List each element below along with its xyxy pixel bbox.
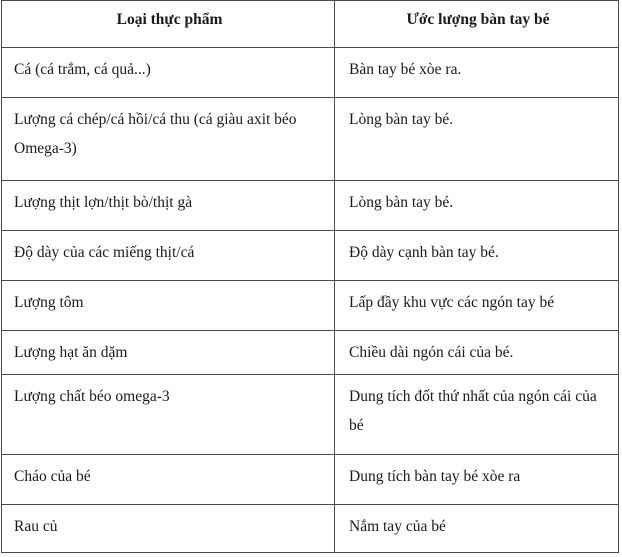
table-row (2, 505, 619, 553)
food-estimation-table (1, 0, 619, 553)
food-cell: Lượng thịt lợn/thịt bò/thịt gà (2, 181, 335, 231)
table-row (2, 98, 619, 181)
header-row (2, 1, 619, 48)
table-row (2, 181, 619, 231)
food-cell: Lượng tôm (2, 281, 335, 331)
food-cell: Lượng chất béo omega-3 (2, 375, 335, 455)
estimate-cell: Chiều dài ngón cái của bé. (335, 331, 619, 375)
table-row (2, 375, 619, 455)
estimate-cell: Độ dày cạnh bàn tay bé. (335, 231, 619, 281)
estimate-cell: Dung tích bàn tay bé xòe ra (335, 455, 619, 505)
food-cell: Độ dày của các miếng thịt/cá (2, 231, 335, 281)
estimate-cell: Nắm tay của bé (335, 505, 619, 553)
food-cell: Rau củ (2, 505, 335, 553)
estimate-cell: Lòng bàn tay bé. (335, 98, 619, 181)
header-hand-estimate: Ước lượng bàn tay bé (335, 1, 619, 48)
table-row (2, 455, 619, 505)
table-row (2, 48, 619, 98)
food-cell: Cá (cá trắm, cá quả...) (2, 48, 335, 98)
food-cell: Lượng hạt ăn dặm (2, 331, 335, 375)
estimate-cell: Lấp đầy khu vực các ngón tay bé (335, 281, 619, 331)
estimate-cell: Bàn tay bé xòe ra. (335, 48, 619, 98)
estimate-cell: Dung tích đốt thứ nhất của ngón cái của bé (335, 375, 619, 455)
table-row (2, 331, 619, 375)
header-food-type: Loại thực phẩm (2, 1, 335, 48)
food-cell: Cháo của bé (2, 455, 335, 505)
food-estimation-table-container (1, 0, 621, 556)
table-row (2, 281, 619, 331)
estimate-cell: Lòng bàn tay bé. (335, 181, 619, 231)
table-row (2, 231, 619, 281)
food-cell: Lượng cá chép/cá hồi/cá thu (cá giàu axit béo Omega-3) (2, 98, 335, 181)
